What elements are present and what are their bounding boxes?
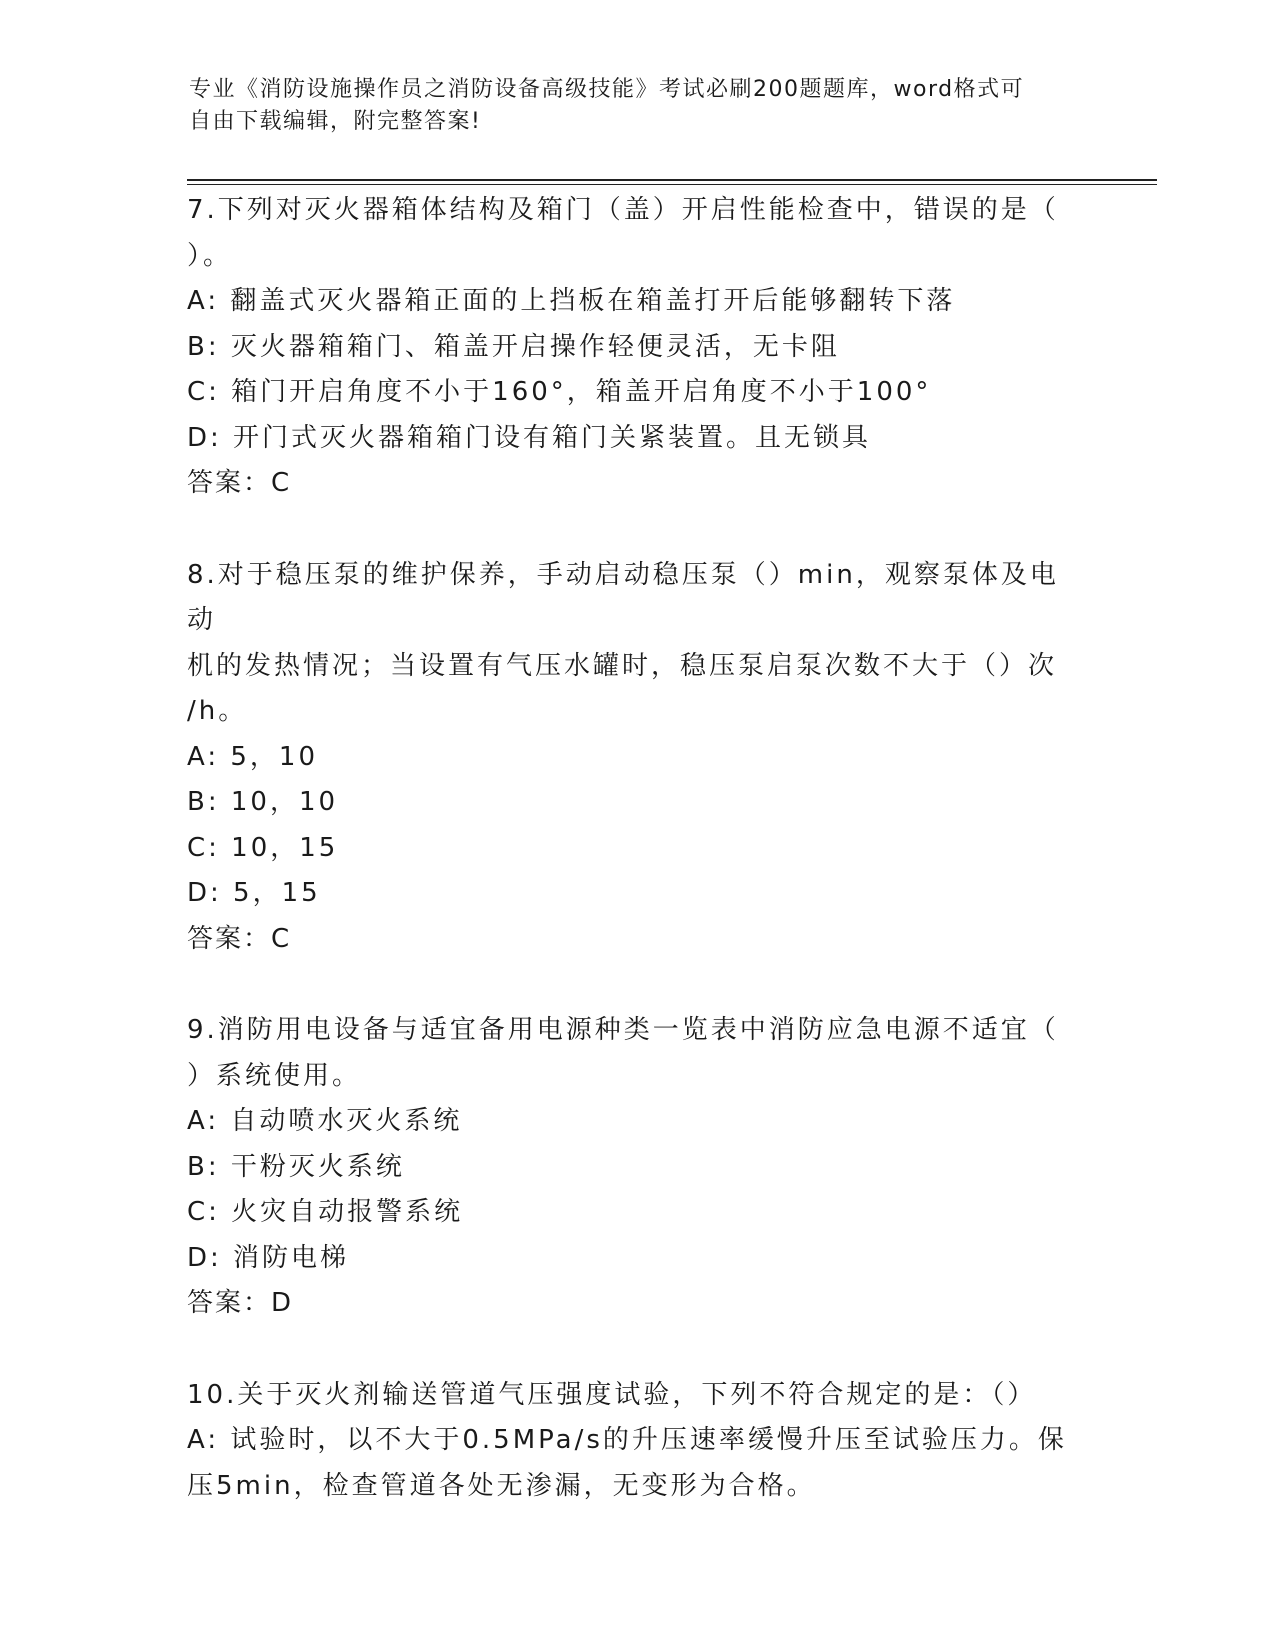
- question-text: 机的发热情况；当设置有气压水罐时，稳压泵启泵次数不大于（）次: [187, 650, 1058, 681]
- question-9: [187, 1008, 1087, 1327]
- option-b: B: 干粉灭火系统: [187, 1151, 405, 1182]
- option-c: C: 10，15: [187, 832, 339, 863]
- option-a-continued: 压5min，检查管道各处无渗漏，无变形为合格。: [187, 1470, 816, 1501]
- question-7: [187, 188, 1087, 507]
- header-title-line-1: 专业《消防设施操作员之消防设备高级技能》考试必刷200题题库，word格式可: [189, 77, 1025, 102]
- question-text: 8.对于稳压泵的维护保养，手动启动稳压泵（）min，观察泵体及电动: [187, 559, 1059, 635]
- question-text: ）。: [187, 240, 233, 271]
- option-d: D: 消防电梯: [187, 1242, 350, 1273]
- question-text: /h。: [187, 696, 248, 726]
- question-text: 10.关于灭火剂输送管道气压强度试验，下列不符合规定的是：（）: [187, 1379, 1037, 1410]
- option-a: A: 5，10: [187, 741, 318, 772]
- option-b: B: 灭火器箱箱门、箱盖开启操作轻便灵活，无卡阻: [187, 331, 840, 362]
- option-a: A: 自动喷水灭火系统: [187, 1106, 463, 1136]
- option-b: B: 10，10: [187, 787, 339, 817]
- option-a: A: 翻盖式灭火器箱正面的上挡板在箱盖打开后能够翻转下落: [187, 286, 956, 316]
- option-d: D: 开门式灭火器箱箱门设有箱门关紧装置。且无锁具: [187, 422, 872, 453]
- page-header: [189, 74, 1089, 138]
- question-text: ）系统使用。: [187, 1060, 362, 1091]
- question-10: [187, 1373, 1087, 1510]
- header-divider-thin: [187, 184, 1157, 185]
- option-d: D: 5，15: [187, 878, 321, 908]
- spacer: [187, 1327, 1087, 1373]
- option-c: C: 火灾自动报警系统: [187, 1197, 464, 1227]
- question-8: [187, 553, 1087, 963]
- question-text: 7.下列对灭火器箱体结构及箱门（盖）开启性能检查中，错误的是（: [187, 195, 1059, 225]
- spacer: [187, 507, 1087, 553]
- answer: 答案：D: [187, 1288, 294, 1318]
- option-c: C: 箱门开启角度不小于160°，箱盖开启角度不小于100°: [187, 377, 932, 407]
- header-title-line-2: 自由下载编辑，附完整答案!: [189, 109, 482, 134]
- header-divider: [187, 179, 1157, 181]
- option-a: A: 试验时，以不大于0.5MPa/s的升压速率缓慢升压至试验压力。保: [187, 1425, 1067, 1455]
- question-text: 9.消防用电设备与适宜备用电源种类一览表中消防应急电源不适宜（: [187, 1015, 1059, 1045]
- answer: 答案：C: [187, 923, 292, 954]
- spacer: [187, 962, 1087, 1008]
- question-list: [187, 188, 1087, 1509]
- answer: 答案：C: [187, 468, 292, 498]
